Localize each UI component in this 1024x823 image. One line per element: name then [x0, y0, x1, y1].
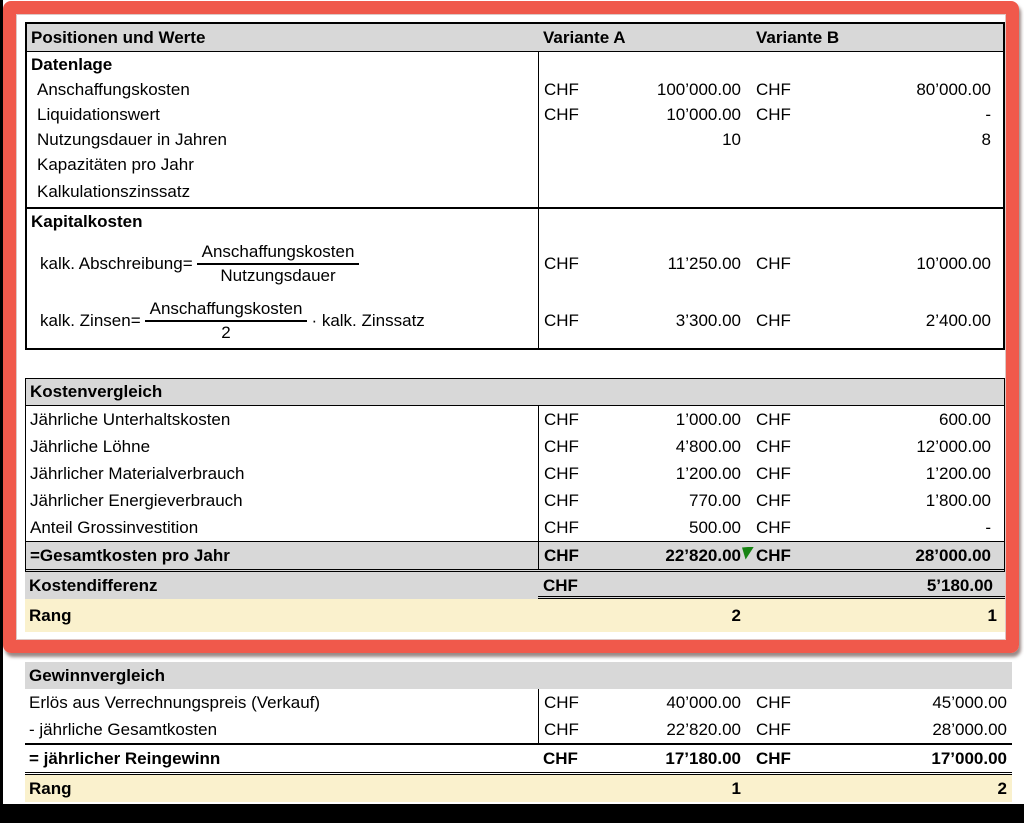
empty-cell [751, 209, 1003, 234]
currency-b: CHF [756, 517, 791, 537]
currency-a: CHF [544, 311, 579, 330]
fraction-denominator: 2 [221, 323, 231, 342]
currency-a: CHF [544, 463, 579, 483]
formula-prefix: kalk. Zinsen= [40, 311, 141, 330]
formula-prefix: kalk. Abschreibung= [40, 254, 193, 273]
table-row [26, 433, 1004, 460]
amount-a: 4’800.00 [675, 436, 741, 456]
amount-b: 10’000.00 [916, 254, 991, 273]
empty-cell [751, 152, 1003, 177]
formula-suffix: · kalk. Zinssatz [311, 311, 425, 330]
table-row [26, 406, 1004, 433]
rang-b [751, 775, 1012, 802]
currency-a: CHF [543, 575, 578, 595]
row-label: Kapazitäten pro Jahr [37, 154, 194, 174]
value-cell-a [538, 542, 751, 569]
row-label: Jährlicher Materialverbrauch [30, 463, 245, 483]
empty-cell [538, 177, 751, 207]
rang-a [538, 775, 751, 802]
empty-cell [751, 177, 1003, 207]
amount-b: - [985, 104, 991, 124]
value-cell-b [751, 542, 1003, 569]
amount-a: 11’250.00 [667, 254, 741, 273]
header-variante-b: Variante B [756, 27, 840, 47]
section-header-row [25, 662, 1012, 689]
value-cell-a [538, 77, 751, 102]
kostenvergleich-table [25, 378, 1005, 632]
amount-a: 1’200.00 [675, 463, 741, 483]
rang-value-b: 1 [987, 605, 997, 625]
header-variante-a: Variante A [543, 27, 626, 47]
amount-a: 770.00 [689, 490, 741, 510]
table-header-row [27, 24, 1003, 52]
currency-a: CHF [544, 436, 579, 456]
kostenvergleich-block [25, 378, 1005, 572]
table-row [26, 460, 1004, 487]
rang-row [25, 599, 1005, 632]
value-cell-b [751, 234, 1003, 294]
amount-a: 1’000.00 [675, 409, 741, 429]
amount-a: 3’300.00 [675, 311, 741, 330]
value-cell-b [751, 745, 1012, 772]
kostendifferenz-label: Kostendifferenz [29, 575, 158, 595]
value-cell-a [538, 406, 751, 433]
value-cell-b [751, 514, 1003, 541]
currency-a: CHF [544, 409, 579, 429]
rang-value-b: 2 [997, 778, 1007, 798]
amount-b: 1’800.00 [925, 490, 991, 510]
total-label: =Gesamtkosten pro Jahr [30, 545, 230, 565]
row-label: Erlös aus Verrechnungspreis (Verkauf) [29, 692, 321, 712]
row-label: Jährlicher Energieverbrauch [30, 490, 243, 510]
formula-zinsen [27, 294, 538, 348]
total-row [26, 541, 1004, 572]
currency-b: CHF [756, 79, 791, 99]
amount-b: 28’000.00 [915, 545, 991, 565]
amount-b: - [985, 517, 991, 537]
amount-b: 2’400.00 [925, 311, 991, 330]
currency-b: CHF [756, 104, 791, 124]
gewinnvergleich-title: Gewinnvergleich [29, 665, 166, 685]
table-row [27, 152, 1003, 177]
amount-b: 12’000.00 [916, 436, 991, 456]
value-cell-a [538, 460, 751, 487]
table-row [26, 487, 1004, 514]
value-cell-a [538, 572, 751, 599]
currency-a: CHF [544, 517, 579, 537]
currency-a: CHF [544, 104, 579, 124]
value-cell-a [538, 127, 751, 152]
currency-a: CHF [544, 79, 579, 99]
currency-a: CHF [543, 748, 578, 768]
value-cell-a [538, 745, 751, 772]
value-cell-a [538, 689, 751, 716]
currency-a: CHF [544, 692, 579, 712]
section-title-row [27, 52, 1003, 77]
reingewinn-label: = jährlicher Reingewinn [29, 748, 221, 768]
amount-b: 28’000.00 [932, 719, 1007, 739]
value-cell-b [751, 433, 1003, 460]
formula-abschreibung [27, 234, 538, 294]
rang-b [751, 599, 1005, 632]
row-label: Kalkulationszinssatz [37, 182, 191, 201]
amount-a: 500.00 [689, 517, 741, 537]
currency-b: CHF [756, 311, 791, 330]
value-cell-b [751, 689, 1012, 716]
rang-label: Rang [29, 778, 72, 798]
amount-b: 80’000.00 [916, 79, 991, 99]
rang-row [25, 775, 1012, 802]
value-cell-a [538, 716, 751, 743]
data-capital-table [25, 22, 1005, 350]
formula-row-zinsen [27, 294, 1003, 348]
amount-a: 22’820.00 [666, 719, 741, 739]
row-label: Jährliche Löhne [30, 436, 151, 456]
currency-b-wrap [756, 546, 791, 566]
currency-b: CHF [756, 692, 791, 712]
amount-a: 100’000.00 [656, 79, 741, 99]
table-row [26, 514, 1004, 541]
empty-cell [538, 52, 751, 77]
currency-b: CHF [756, 436, 791, 456]
currency-b: CHF [756, 719, 791, 739]
row-label: Nutzungsdauer in Jahren [37, 129, 227, 149]
rang-value-a: 1 [731, 778, 741, 798]
row-label: Liquidationswert [37, 104, 160, 124]
header-positionen: Positionen und Werte [31, 27, 206, 47]
value-cell-b [751, 127, 1003, 152]
currency-b: CHF [756, 463, 791, 483]
empty-cell [538, 209, 751, 234]
currency-a: CHF [544, 545, 579, 565]
section-header-row [26, 379, 1004, 406]
reingewinn-row [25, 743, 1012, 775]
kostendifferenz-row [25, 572, 1005, 599]
table-row [27, 177, 1003, 207]
fraction-numerator: Anschaffungskosten [145, 299, 308, 322]
fraction-denominator: Nutzungsdauer [220, 266, 336, 285]
empty-cell [751, 662, 1012, 689]
value-cell-b [751, 460, 1003, 487]
gewinnvergleich-table [25, 662, 1012, 802]
datenlage-title: Datenlage [31, 54, 113, 74]
currency-b: CHF [756, 748, 791, 768]
kapitalkosten-title: Kapitalkosten [31, 211, 143, 231]
amount-a: 17’180.00 [665, 748, 741, 768]
amount-a: 22’820.00 [665, 545, 741, 565]
value-cell-b [751, 102, 1003, 127]
table-row [27, 77, 1003, 102]
value-cell-a [538, 487, 751, 514]
amount-b: 1’200.00 [925, 463, 991, 483]
currency-b: CHF [756, 490, 791, 510]
fraction [145, 299, 308, 343]
amount-b: 600.00 [939, 409, 991, 429]
value-cell-b [751, 406, 1003, 433]
empty-cell [751, 379, 1003, 405]
value-cell-b [751, 572, 1005, 599]
row-label: - jährliche Gesamtkosten [29, 719, 218, 739]
amount-a: 10’000.00 [666, 104, 741, 124]
formula-row-abschreibung [27, 234, 1003, 294]
section-title-row [27, 207, 1003, 234]
row-label: Jährliche Unterhaltskosten [30, 409, 231, 429]
fraction-numerator: Anschaffungskosten [197, 242, 360, 265]
bottom-edge-bar [0, 804, 1024, 823]
value-cell-a [538, 514, 751, 541]
value-cell-b [751, 77, 1003, 102]
rang-label: Rang [29, 605, 72, 625]
table-row [27, 102, 1003, 127]
currency-a: CHF [544, 490, 579, 510]
value-cell-b [751, 487, 1003, 514]
value-cell-a [538, 102, 751, 127]
empty-cell [538, 662, 751, 689]
table-row [27, 127, 1003, 152]
currency-b: CHF [756, 545, 791, 565]
table-row [25, 716, 1012, 743]
amount-b: 8 [981, 129, 991, 149]
value-cell-a [538, 294, 751, 348]
currency-a: CHF [544, 254, 579, 273]
value-cell-b [751, 294, 1003, 348]
amount-b: 17’000.00 [931, 748, 1007, 768]
empty-cell [538, 379, 751, 405]
amount-b: 45’000.00 [932, 692, 1007, 712]
amount-b: 5’180.00 [926, 575, 993, 595]
row-label: Anteil Grossinvestition [30, 517, 199, 537]
value-cell-b [751, 716, 1012, 743]
currency-b: CHF [756, 254, 791, 273]
empty-cell [538, 152, 751, 177]
fraction [197, 242, 360, 286]
value-cell-a [538, 234, 751, 294]
kostenvergleich-title: Kostenvergleich [30, 382, 163, 401]
amount-a: 40’000.00 [666, 692, 741, 712]
currency-b: CHF [756, 409, 791, 429]
table-row [25, 689, 1012, 716]
row-label: Anschaffungskosten [37, 79, 190, 99]
value-cell-a [538, 433, 751, 460]
currency-a: CHF [544, 719, 579, 739]
amount-a: 10 [722, 129, 741, 149]
rang-value-a: 2 [731, 605, 741, 625]
rang-a [538, 599, 751, 632]
empty-cell [751, 52, 1003, 77]
